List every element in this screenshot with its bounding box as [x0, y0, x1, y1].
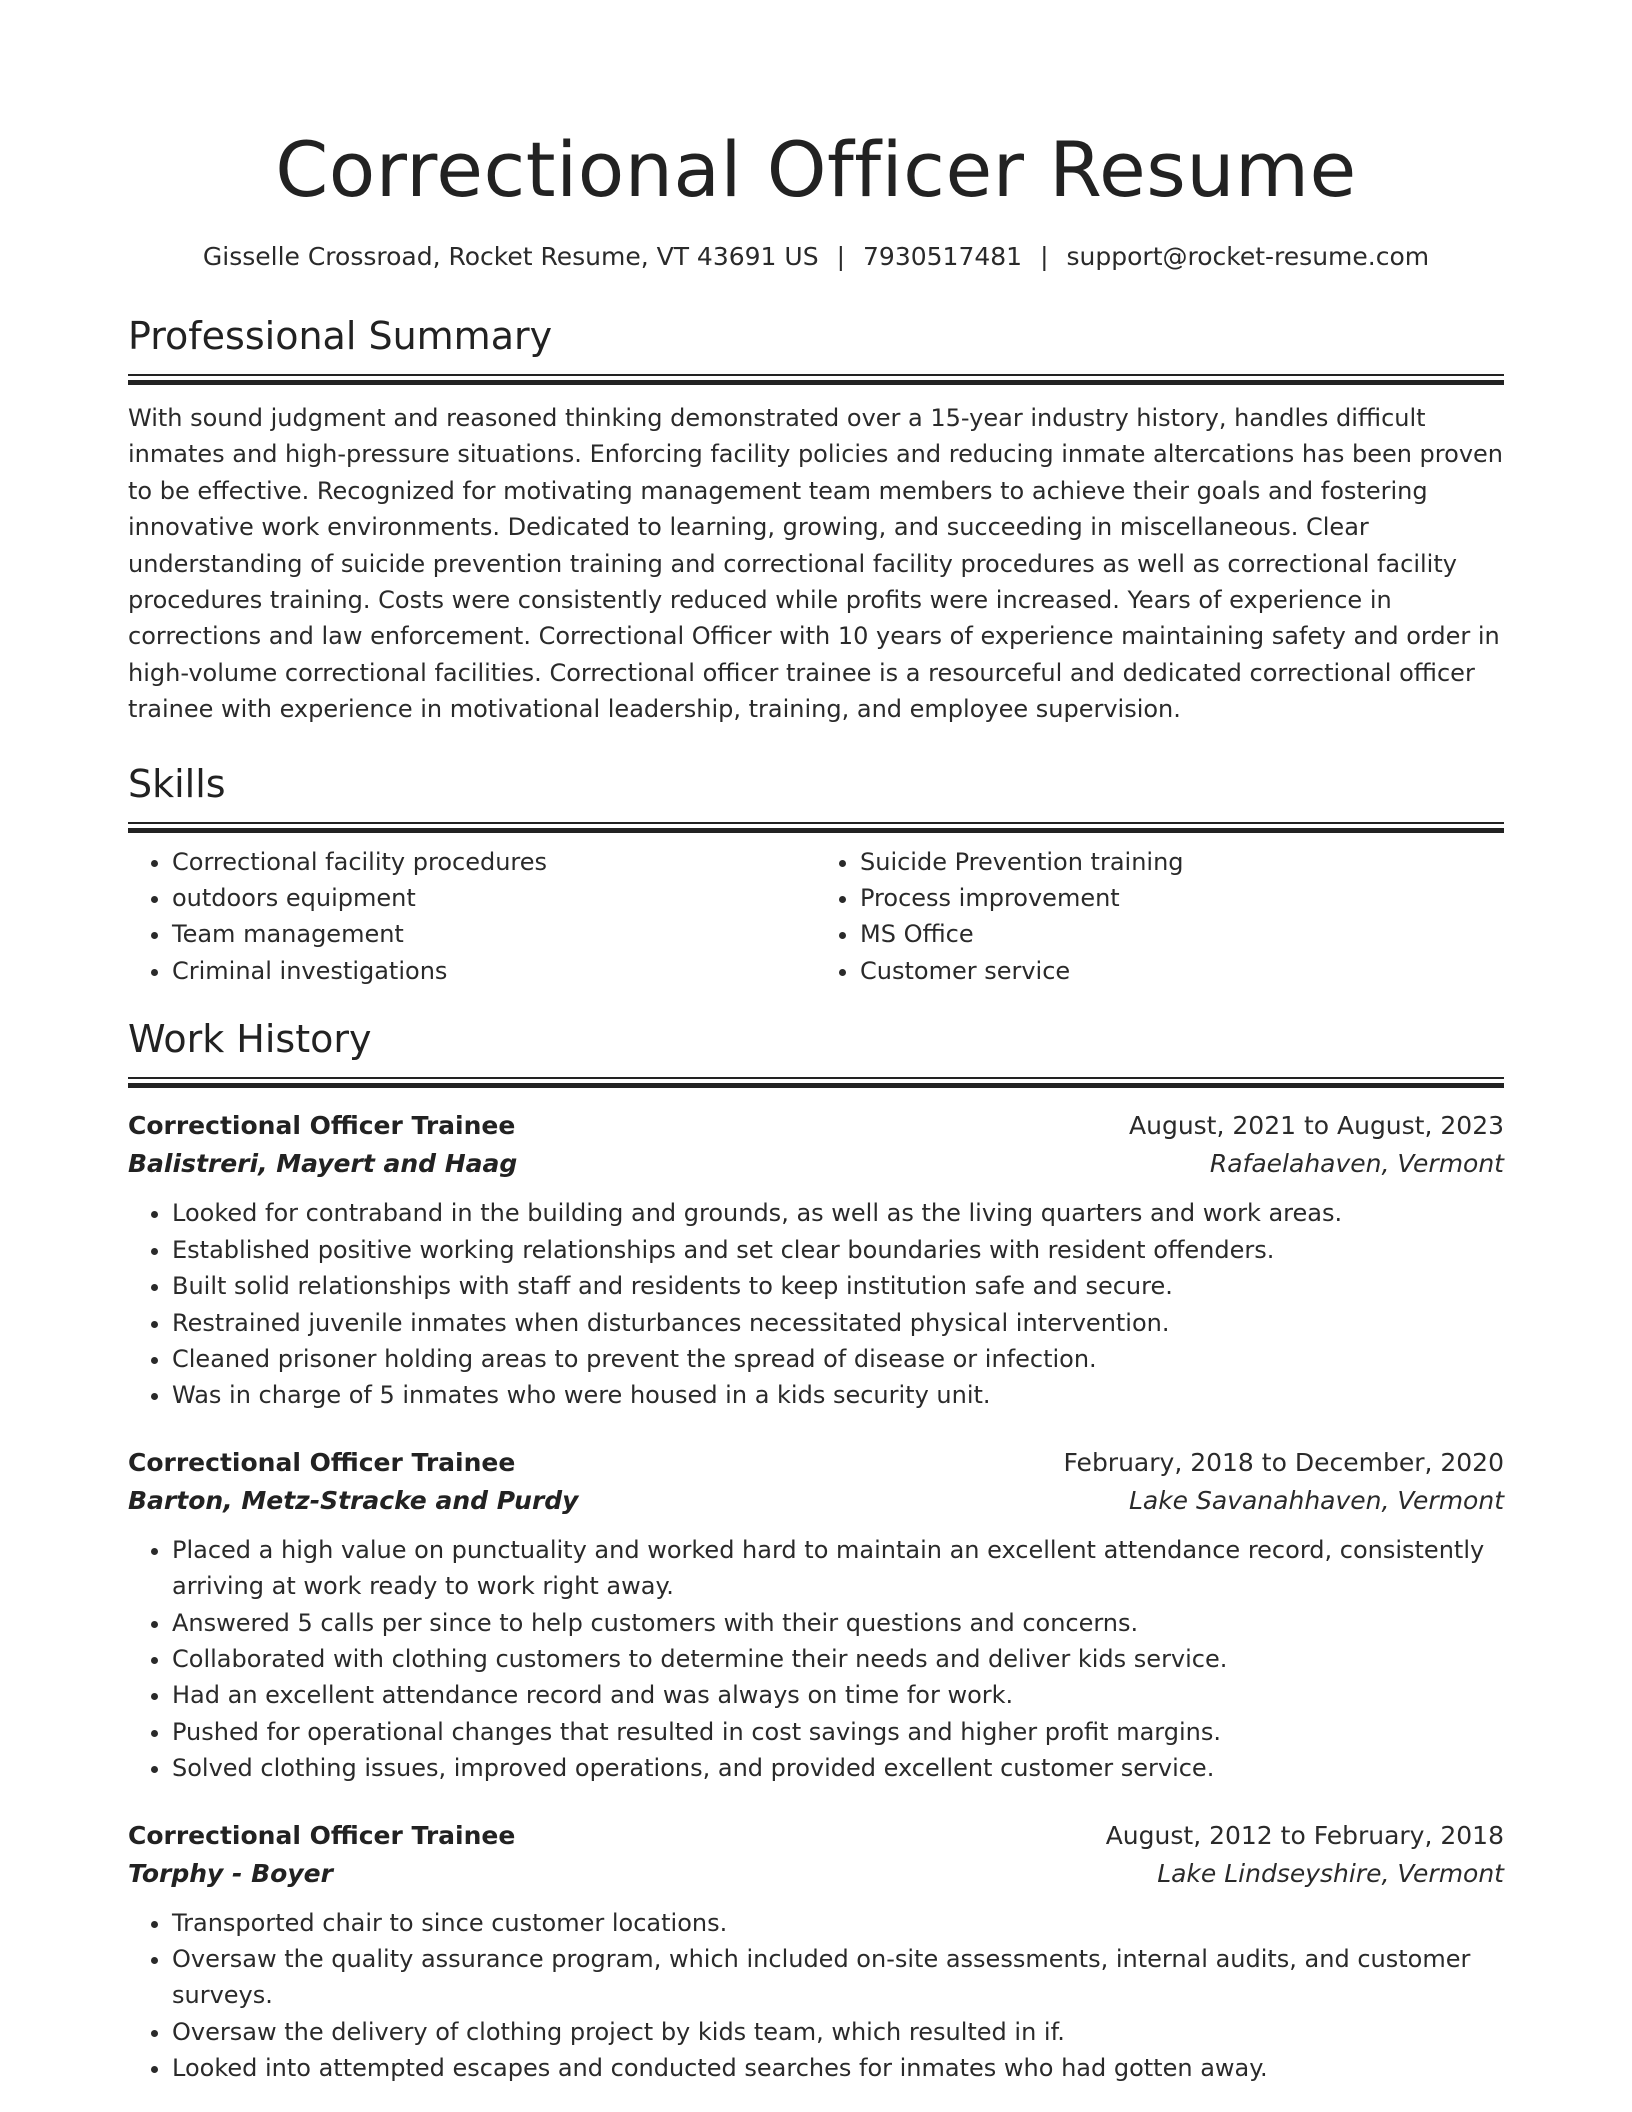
skill-item: • Customer service — [860, 953, 1504, 989]
job-bullet: • Looked into attempted escapes and conducted searches for inmates who had gotten away. — [172, 2050, 1504, 2086]
job-bullet: • Cleaned prisoner holding areas to prevent the spread of disease or infection. — [172, 1341, 1504, 1377]
job-bullet: • Established positive working relationships and set clear boundaries with resident offenders. — [172, 1232, 1504, 1268]
skill-item: • MS Office — [860, 916, 1504, 952]
job-bullet: • Transported chair to since customer locations. — [172, 1905, 1504, 1941]
contact-separator: | — [1040, 242, 1049, 271]
section-divider — [128, 374, 1504, 384]
job-header-row — [128, 1444, 1504, 1482]
section-heading: Work History — [128, 1017, 372, 1062]
skills-columns — [128, 844, 1504, 990]
skill-item: • outdoors equipment — [172, 880, 816, 916]
skills-section — [128, 760, 1504, 990]
skills-list-left — [128, 844, 816, 990]
skill-item: • Process improvement — [860, 880, 1504, 916]
job-bullet: • Restrained juvenile inmates when disturbances necessitated physical intervention. — [172, 1305, 1504, 1341]
job-dates: February, 2018 to December, 2020 — [1063, 1447, 1504, 1477]
job-bullets — [128, 1195, 1504, 1413]
resume-title: Correctional Officer Resume — [275, 125, 1357, 214]
job-bullet: • Pushed for operational changes that resulted in cost savings and higher profit margins. — [172, 1714, 1504, 1750]
job-title: Correctional Officer Trainee — [128, 1111, 516, 1141]
job-bullet: • Built solid relationships with staff and residents to keep institution safe and secure. — [172, 1268, 1504, 1304]
summary-text: With sound judgment and reasoned thinking demonstrated over a 15-year industry history, handles difficult inmates and high-pressure situations. Enforcing facility policies and reducing inmate altercations has been proven to be effective. Recognized for motivating management team members to achieve their goals and fostering innovative work environments. Dedicated to learning, growing, and succeeding in miscellaneous. Clear understanding of suicide prevention training and correctional facility procedures as well as correctional facility procedures training. Costs were consistently reduced while profits were increased. Years of experience in corrections and law enforcement. Correctional Officer with 10 years of experience maintaining safety and order in high-volume correctional facilities. Correctional officer trainee is a resourceful and dedicated correctional officer trainee with experience in motivational leadership, training, and employee supervision. — [128, 404, 1503, 724]
contact-separator: | — [836, 242, 846, 271]
skill-item: • Team management — [172, 916, 816, 952]
job-company: Barton, Metz-Stracke and Purdy — [128, 1485, 579, 1515]
skill-item: • Criminal investigations — [172, 953, 816, 989]
contact-line — [128, 240, 1504, 274]
work-history-section — [128, 1015, 1504, 2086]
job-dates: August, 2021 to August, 2023 — [1129, 1111, 1504, 1141]
job-bullet: • Answered 5 calls per since to help customers with their questions and concerns. — [172, 1605, 1504, 1641]
job-bullet: • Oversaw the delivery of clothing project by kids team, which resulted in if. — [172, 2014, 1504, 2050]
contact-email: support@rocket-resume.com — [1066, 242, 1430, 271]
contact-phone: 7930517481 — [863, 242, 1023, 271]
job-location: Lake Savanahhaven, Vermont — [1128, 1485, 1504, 1515]
job-entry — [128, 1444, 1504, 1787]
skills-list-right — [816, 844, 1504, 990]
job-entry — [128, 1107, 1504, 1413]
job-bullet: • Was in charge of 5 inmates who were housed in a kids security unit. — [172, 1377, 1504, 1413]
contact-address: Gisselle Crossroad, Rocket Resume, VT 43691 US — [202, 242, 819, 271]
job-company-row — [128, 1145, 1504, 1183]
skill-item: • Correctional facility procedures — [172, 844, 816, 880]
job-bullet: • Oversaw the quality assurance program, which included on-site assessments, internal audits, and customer surveys. — [172, 1941, 1504, 2014]
job-bullet: • Had an excellent attendance record and was always on time for work. — [172, 1677, 1504, 1713]
job-title: Correctional Officer Trainee — [128, 1447, 516, 1477]
job-location: Lake Lindseyshire, Vermont — [1157, 1858, 1504, 1888]
job-bullet: • Placed a high value on punctuality and worked hard to maintain an excellent attendance record, consistently arriving at work ready to work right away. — [172, 1532, 1504, 1605]
professional-summary-section — [128, 312, 1504, 728]
job-bullet: • Solved clothing issues, improved operations, and provided excellent customer service. — [172, 1750, 1504, 1786]
job-company-row — [128, 1855, 1504, 1893]
job-company: Torphy - Boyer — [128, 1858, 333, 1888]
section-heading: Professional Summary — [128, 314, 553, 358]
job-bullets — [128, 1532, 1504, 1787]
job-location: Rafaelahaven, Vermont — [1209, 1149, 1504, 1179]
job-entry — [128, 1817, 1504, 2087]
job-bullet: • Collaborated with clothing customers to determine their needs and deliver kids service. — [172, 1641, 1504, 1677]
job-header-row — [128, 1817, 1504, 1855]
job-company: Balistreri, Mayert and Haag — [128, 1149, 518, 1179]
skill-item: • Suicide Prevention training — [860, 844, 1504, 880]
section-heading: Skills — [128, 761, 226, 806]
job-header-row — [128, 1107, 1504, 1145]
job-bullet: • Looked for contraband in the building and grounds, as well as the living quarters and work areas. — [172, 1195, 1504, 1231]
job-bullets — [128, 1905, 1504, 2087]
job-company-row — [128, 1482, 1504, 1520]
section-divider — [128, 1077, 1504, 1087]
section-divider — [128, 822, 1504, 832]
job-title: Correctional Officer Trainee — [128, 1820, 516, 1850]
job-dates: August, 2012 to February, 2018 — [1105, 1820, 1504, 1850]
